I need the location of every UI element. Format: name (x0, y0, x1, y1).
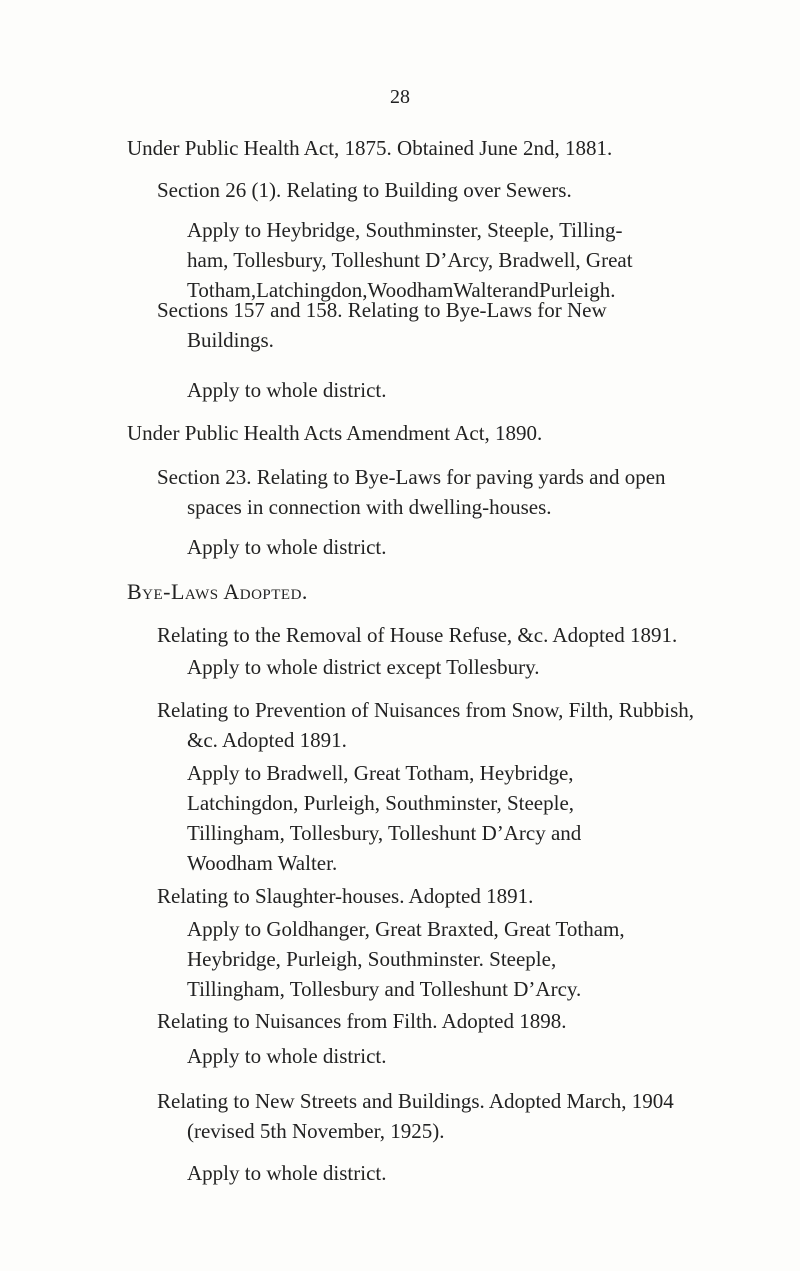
section-23-title (157, 462, 666, 522)
section-23-apply: Apply to whole district. (187, 535, 387, 559)
slaughter-apply-line: Heybridge, Purleigh, Southminster. Steeple, (187, 947, 557, 971)
section-23-line: spaces in connection with dwelling-houses. (187, 495, 552, 519)
filth-apply: Apply to whole district. (187, 1044, 387, 1068)
nuisances-apply (187, 758, 581, 878)
slaughter-apply (187, 914, 625, 1004)
streets-title-line: Relating to New Streets and Buildings. Adopted March, 1904 (157, 1089, 674, 1113)
section-26-apply-line: Totham,Latchingdon,WoodhamWalterandPurleigh. (187, 278, 616, 302)
slaughter-apply-line: Apply to Goldhanger, Great Braxted, Great Totham, (187, 917, 625, 941)
filth-title: Relating to Nuisances from Filth. Adopted 1898. (157, 1009, 567, 1033)
slaughter-apply-line: Tillingham, Tollesbury and Tolleshunt D’Arcy. (187, 977, 582, 1001)
section-26-apply-line: Apply to Heybridge, Southminster, Steeple, Tilling- (187, 218, 623, 242)
slaughter-title: Relating to Slaughter-houses. Adopted 1891. (157, 884, 534, 908)
section-23-line: Section 23. Relating to Bye-Laws for paving yards and open (157, 465, 666, 489)
section-26-apply (187, 215, 633, 305)
streets-title-line: (revised 5th November, 1925). (187, 1119, 445, 1143)
sections-157-158-line: Buildings. (187, 328, 274, 352)
nuisances-apply-line: Tillingham, Tollesbury, Tolleshunt D’Arcy and (187, 821, 582, 845)
sections-157-158-title (157, 295, 607, 355)
nuisances-title-line: Relating to Prevention of Nuisances from Snow, Filth, Rubbish, (157, 698, 695, 722)
sections-157-158-apply: Apply to whole district. (187, 378, 387, 402)
nuisances-title-line: &c. Adopted 1891. (187, 728, 347, 752)
section-26-apply-line: ham, Tollesbury, Tolleshunt D’Arcy, Bradwell, Great (187, 248, 633, 272)
ph1890-heading: Under Public Health Acts Amendment Act, 1890. (127, 421, 543, 445)
byelaws-heading: Bye-Laws Adopted. (127, 579, 308, 604)
streets-title (157, 1086, 674, 1146)
nuisances-title (157, 695, 694, 755)
nuisances-apply-line: Latchingdon, Purleigh, Southminster, Steeple, (187, 791, 575, 815)
nuisances-apply-line: Apply to Bradwell, Great Totham, Heybridge, (187, 761, 574, 785)
section-26-title: Section 26 (1). Relating to Building over Sewers. (157, 178, 572, 202)
refuse-apply: Apply to whole district except Tollesbury. (187, 655, 540, 679)
nuisances-apply-line: Woodham Walter. (187, 851, 338, 875)
sections-157-158-line: Sections 157 and 158. Relating to Bye-Laws for New (157, 298, 607, 322)
page-number: 28 (390, 86, 410, 108)
ph1875-heading: Under Public Health Act, 1875. Obtained June 2nd, 1881. (127, 136, 613, 160)
refuse-title: Relating to the Removal of House Refuse, &c. Adopted 1891. (157, 623, 678, 647)
streets-apply: Apply to whole district. (187, 1161, 387, 1185)
